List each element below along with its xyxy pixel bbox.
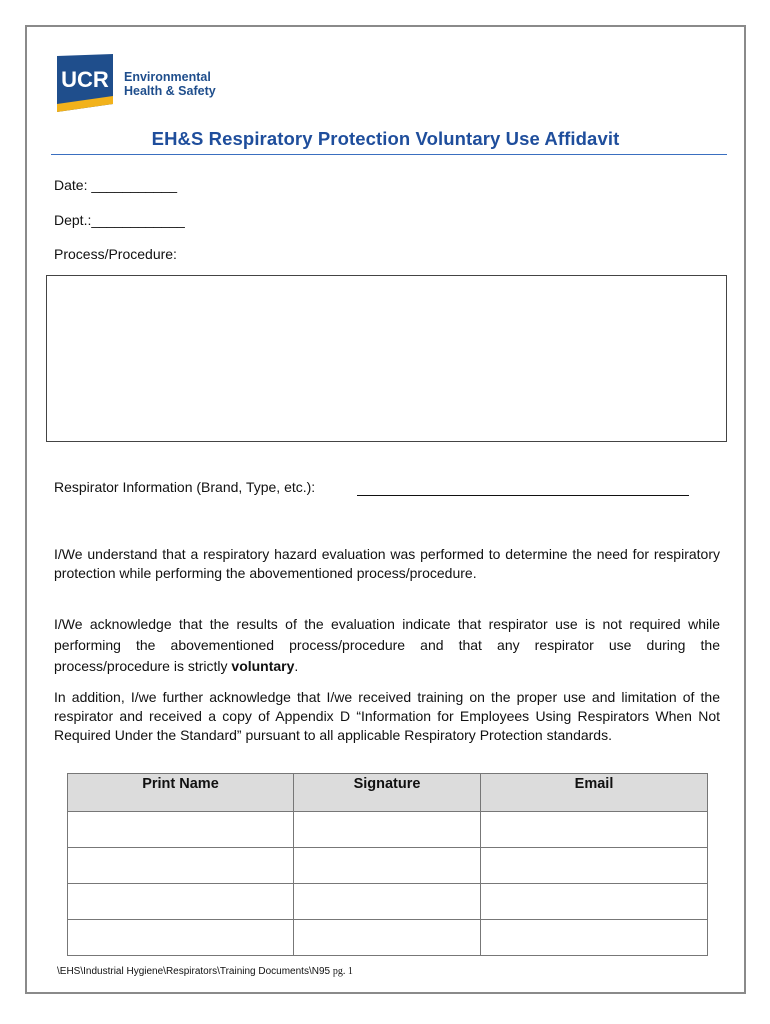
respirator-info-label: Respirator Information (Brand, Type, etc.): (54, 479, 316, 495)
process-procedure-box[interactable] (46, 275, 727, 442)
logo-line-1: Environmental (124, 70, 211, 84)
logo-text (124, 70, 216, 98)
cell-print-name[interactable] (68, 884, 294, 920)
page-title: EH&S Respiratory Protection Voluntary Use Affidavit (151, 128, 620, 149)
cell-signature[interactable] (294, 848, 481, 884)
footer-page-number: pg. 1 (332, 966, 353, 977)
cell-print-name[interactable] (68, 920, 294, 956)
table-row (68, 848, 708, 884)
title-divider (51, 154, 727, 155)
cell-print-name[interactable] (68, 812, 294, 848)
voluntary-emphasis: voluntary (231, 658, 295, 674)
paragraph-acknowledge-text: I/We acknowledge that the results of the evaluation indicate that respirator use is not required while performing the abovementioned process/procedure and that any respirator use during the process/procedure is strictly (54, 616, 720, 674)
signature-table (67, 773, 708, 956)
cell-signature[interactable] (294, 920, 481, 956)
logo-line-2: Health & Safety (124, 84, 216, 98)
document-page (25, 25, 746, 994)
cell-email[interactable] (481, 920, 708, 956)
footer (57, 966, 353, 977)
paragraph-acknowledge-end: . (294, 658, 299, 674)
header-signature: Signature (294, 774, 481, 812)
cell-signature[interactable] (294, 812, 481, 848)
logo-abbr: UCR (61, 67, 109, 92)
cell-email[interactable] (481, 884, 708, 920)
dept-field[interactable]: Dept.:____________ (54, 212, 185, 228)
paragraph-acknowledge (54, 614, 720, 677)
table-header-row (68, 774, 708, 812)
table-row (68, 920, 708, 956)
date-field[interactable]: Date: ___________ (54, 177, 177, 193)
footer-path: \EHS\Industrial Hygiene\Respirators\Training Documents\N95 (57, 966, 331, 977)
cell-signature[interactable] (294, 884, 481, 920)
ucr-shield-icon (57, 54, 117, 114)
process-label: Process/Procedure: (54, 246, 177, 262)
header-email: Email (481, 774, 708, 812)
ucr-ehs-logo (57, 54, 216, 114)
respirator-info-line[interactable] (357, 495, 689, 496)
table-row (68, 812, 708, 848)
header-print-name: Print Name (68, 774, 294, 812)
cell-email[interactable] (481, 812, 708, 848)
paragraph-understand: I/We understand that a respiratory hazard evaluation was performed to determine the need for respiratory protection while performing the abovementioned process/procedure. (54, 546, 720, 581)
table-row (68, 884, 708, 920)
cell-print-name[interactable] (68, 848, 294, 884)
paragraph-training: In addition, I/we further acknowledge that I/we received training on the proper use and limitation of the respirator and received a copy of Appendix D “Information for Employees Using Respirators When Not Required Under the Standard” pursuant to all applicable Respiratory Protection standards. (54, 689, 720, 743)
cell-email[interactable] (481, 848, 708, 884)
